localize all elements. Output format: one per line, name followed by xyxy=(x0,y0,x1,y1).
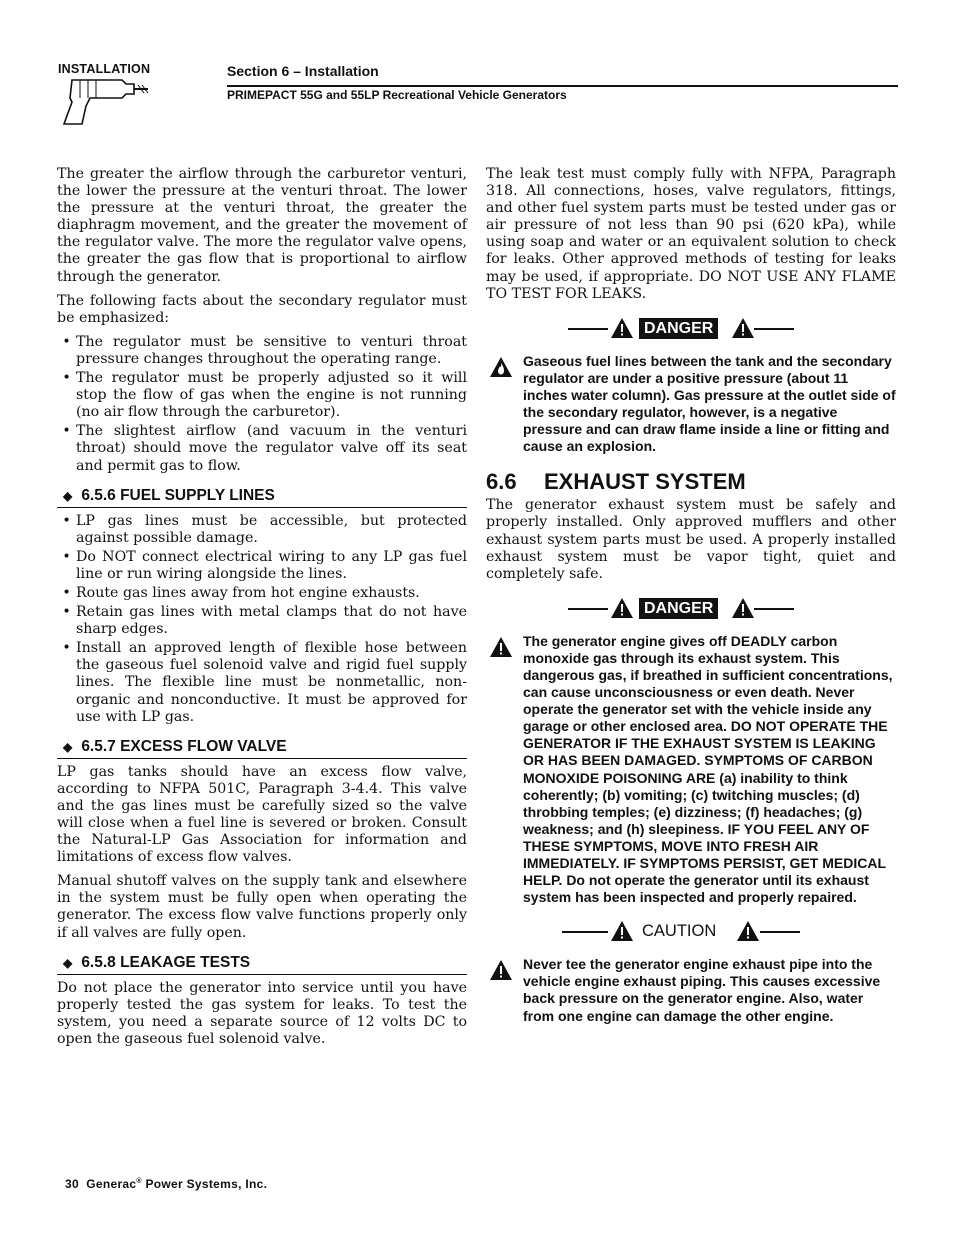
company-name: Generac xyxy=(86,1177,137,1191)
danger-banner xyxy=(486,597,896,621)
bullet-list xyxy=(57,334,467,475)
danger-message: Gaseous fuel lines between the tank and the secondary regulator are under a positive pressure (about 11 inches water column). Gas pressure at the outlet side of the secondary regulator, however, is a negative pressure and can draw flame inside a line or fitting and cause an explosion. xyxy=(486,353,896,456)
warning-triangle-icon xyxy=(489,959,513,981)
warning-triangle-icon xyxy=(610,317,634,339)
paragraph: The following facts about the secondary regulator must be emphasized: xyxy=(57,292,467,326)
paragraph: Manual shutoff valves on the supply tank and elsewhere in the system must be fully open when operating the generator. The excess flow valve functions properly only if all valves are fully open. xyxy=(57,873,467,941)
bullet-icon: • xyxy=(62,370,71,387)
caution-label: CAUTION xyxy=(642,922,717,941)
warning-triangle-icon xyxy=(489,636,513,658)
document-subtitle: PRIMEPACT 55G and 55LP Recreational Vehicle Generators xyxy=(227,88,567,102)
company-name-suffix: Power Systems, Inc. xyxy=(141,1177,268,1191)
bullet-icon: • xyxy=(62,548,71,565)
paragraph: The leak test must comply fully with NFPA, Paragraph 318. All connections, hoses, valve regulators, fittings, and other fuel system parts must be tested under gas or air pressure of not less than 90 psi (620 kPa), while using soap and water or an equivalent solution to check for leaks. Other approved methods of testing for leaks may be used, if appropriate. DO NOT USE ANY FLAME TO TEST FOR LEAKS. xyxy=(486,166,896,302)
list-item: • Do NOT connect electrical wiring to any LP gas fuel line or run wiring alongside the lines. xyxy=(57,549,467,583)
warning-triangle-icon xyxy=(731,597,755,619)
warning-triangle-icon xyxy=(610,920,634,942)
banner-rule xyxy=(568,608,608,610)
section-heading: 6.6 EXHAUST SYSTEM xyxy=(486,469,746,495)
danger-message: The generator engine gives off DEADLY carbon monoxide gas through its exhaust system. This dangerous gas, if breathed in sufficient concentrations, can cause unconsciousness or even death. Never operate the generator set with the vehicle inside any garage or other enclosed area. DO NOT OPERATE THE GENERATOR IF THE EXHAUST SYSTEM IS LEAKING OR HAS BEEN DAMAGED. SYMPTOMS OF CARBON MONOXIDE POISONING ARE (a) inability to think coherently; (b) vomiting; (c) twitching muscles; (d) throbbing temples; (e) dizziness; (f) headaches; (g) weakness; and (h) sleepiness. IF YOU FEEL ANY OF THESE SYMPTOMS, MOVE INTO FRESH AIR IMMEDIATELY. IF SYMPTOMS PERSIST, GET MEDICAL HELP. Do not operate the generator until its exhaust system has been inspected and properly repaired. xyxy=(486,633,896,907)
left-column xyxy=(57,166,467,1055)
danger-label: DANGER xyxy=(639,598,718,619)
section-title: Section 6 – Installation xyxy=(227,63,379,79)
subsection-heading: ◆ 6.5.6 FUEL SUPPLY LINES xyxy=(57,487,467,508)
bullet-list xyxy=(57,513,467,726)
list-item: • Route gas lines away from hot engine exhausts. xyxy=(57,585,467,602)
bullet-icon: • xyxy=(62,604,71,621)
diamond-icon: ◆ xyxy=(63,739,73,754)
list-item: • The regulator must be properly adjusted so it will stop the flow of gas when the engine is not running (no air flow through the carburetor). xyxy=(57,370,467,421)
header-rule xyxy=(227,85,898,87)
paragraph: The greater the airflow through the carburetor venturi, the lower the pressure at the venturi throat. The lower the pressure at the venturi throat, the greater the diaphragm movement, and the greater the movement of the regulator valve. The more the regulator valve opens, the greater the gas flow that is proportional to airflow through the generator. xyxy=(57,166,467,285)
paragraph: LP gas tanks should have an excess flow valve, according to NFPA 501C, Paragraph 3-4.4. This valve and the gas lines must be carefully sized so the valve will close when a fuel line is severed or broken. Consult the Natural-LP Gas Association for information and limitations of excess flow valves. xyxy=(57,763,467,866)
list-item: • Install an approved length of flexible hose between the gaseous fuel solenoid valve and rigid fuel supply lines. The flexible line must be nonmetallic, non-organic and nonconductive. It must be approved for use with LP gas. xyxy=(57,640,467,725)
installation-logo xyxy=(58,62,168,130)
bullet-icon: • xyxy=(62,423,71,440)
danger-banner xyxy=(486,317,896,341)
list-item: • Retain gas lines with metal clamps that do not have sharp edges. xyxy=(57,604,467,638)
right-column xyxy=(486,166,896,1029)
warning-triangle-icon xyxy=(731,317,755,339)
banner-rule xyxy=(754,328,794,330)
paragraph: The generator exhaust system must be safely and properly installed. Only approved mufflers and other exhaust system parts must be used. A properly installed exhaust system must be vapor tight, quiet and completely safe. xyxy=(486,497,896,582)
bullet-icon: • xyxy=(62,512,71,529)
registered-mark: ® xyxy=(136,1178,142,1185)
logo-label: INSTALLATION xyxy=(58,62,151,76)
diamond-icon: ◆ xyxy=(63,955,73,970)
bullet-icon: • xyxy=(62,640,71,657)
bullet-icon: • xyxy=(62,584,71,601)
warning-triangle-icon xyxy=(610,597,634,619)
page-footer xyxy=(65,1177,267,1191)
paragraph: Do not place the generator into service until you have properly tested the gas system for leaks. To test the system, you need a separate source of 12 volts DC to open the gaseous fuel solenoid valve. xyxy=(57,979,467,1047)
list-item: • LP gas lines must be accessible, but protected against possible damage. xyxy=(57,513,467,547)
warning-triangle-icon xyxy=(736,920,760,942)
page-number: 30 xyxy=(65,1177,79,1191)
subsection-heading: ◆ 6.5.8 LEAKAGE TESTS xyxy=(57,954,467,975)
subsection-heading: ◆ 6.5.7 EXCESS FLOW VALVE xyxy=(57,738,467,759)
diamond-icon: ◆ xyxy=(63,488,73,503)
flammable-warning-icon xyxy=(489,356,513,378)
banner-rule xyxy=(568,328,608,330)
caution-message: Never tee the generator engine exhaust pipe into the vehicle engine exhaust piping. This causes excessive back pressure on the generator engine. Also, water from one engine can damage the other engine. xyxy=(486,956,896,1024)
danger-label: DANGER xyxy=(639,318,718,339)
list-item: • The slightest airflow (and vacuum in the venturi throat) should move the regulator valve off its seat and permit gas to flow. xyxy=(57,423,467,474)
banner-rule xyxy=(754,608,794,610)
banner-rule xyxy=(562,931,608,933)
list-item: • The regulator must be sensitive to venturi throat pressure changes throughout the operating range. xyxy=(57,334,467,368)
drill-icon xyxy=(60,76,156,128)
caution-banner xyxy=(486,920,896,944)
banner-rule xyxy=(760,931,800,933)
bullet-icon: • xyxy=(62,333,71,350)
